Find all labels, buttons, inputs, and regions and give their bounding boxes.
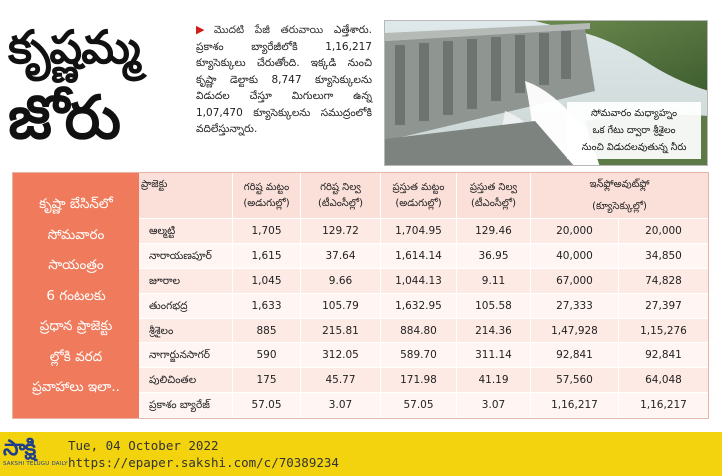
edition-date: Tue, 04 October 2022 (68, 438, 219, 453)
cell-max-level: 885 (233, 319, 301, 343)
cell-cur-level: 1,614.14 (381, 244, 457, 268)
cell-max-storage: 45.77 (301, 368, 381, 392)
edition-url[interactable]: https://epaper.sakshi.com/c/70389234 (68, 455, 339, 470)
cell-max-storage: 3.07 (301, 393, 381, 417)
header-project: ప్రాజెక్టు (139, 173, 233, 218)
edition-meta (68, 437, 339, 471)
continuation-marker-icon: ▶ (196, 23, 212, 36)
headline (8, 18, 188, 160)
sakshi-logo (3, 435, 68, 473)
cell-cur-storage: 41.19 (457, 368, 531, 392)
table-row (139, 269, 708, 294)
table-row (139, 319, 708, 344)
sidebar-line: సోమవారం (47, 226, 105, 243)
header-unit: (టీఎంసీల్లో) (470, 197, 516, 209)
photo-caption (567, 102, 701, 159)
table-row (139, 294, 708, 319)
cell-outflow: 1,15,276 (640, 324, 687, 337)
header-label: గరిష్ట నిల్వ (320, 181, 361, 193)
table-row (139, 244, 708, 269)
story-body: ఎత్తేశారు. ప్రకాశం బ్యారేజీలోకి 1,16,217 క్యూసెక్కులు చేరుతోంది. ఇక్కడి నుంచి కృష్ణా డెల్టాకు 8,747 క్యూసెక్కులను విడుదల చేస్తూ మిగులుగా ఉన్న 1,07,470 క్యూసెక్కులను సముద్రంలోకి వదిలేస్తున్నారు. (196, 24, 372, 135)
cell-cur-storage: 3.07 (457, 393, 531, 417)
sidebar-line: ప్రవాహాలు ఇలా.. (32, 379, 120, 395)
cell-max-level: 1,633 (233, 294, 301, 318)
cell-outflow: 64,048 (645, 374, 682, 387)
cell-outflow: 92,841 (645, 349, 682, 362)
table-row (139, 343, 708, 368)
cell-project: పులిచింతల (139, 368, 233, 392)
header-inflow: ఇన్‌ఫ్లో (589, 178, 614, 190)
cell-max-level: 175 (233, 368, 301, 392)
logo-mark: సాక్షి (3, 435, 36, 461)
caption-line: నుంచి విడుదలవుతున్న నీరు (581, 142, 687, 153)
header-label: గరిష్ట మట్టం (243, 181, 290, 193)
header-max-level (233, 173, 301, 218)
cell-inflow: 27,333 (531, 294, 619, 318)
cell-inflow: 20,000 (531, 219, 619, 243)
cell-cur-level: 1,044.13 (381, 269, 457, 293)
cell-max-level: 1,705 (233, 219, 301, 243)
cell-cur-storage: 311.14 (457, 343, 531, 367)
cell-cur-storage: 36.95 (457, 244, 531, 268)
cell-cur-storage: 105.58 (457, 294, 531, 318)
cell-cur-level: 589.70 (381, 343, 457, 367)
cell-max-storage: 215.81 (301, 319, 381, 343)
sidebar-line: ల్లోకి వరద (49, 348, 103, 365)
continued-from-label: మొదటి పేజీ తరువాయి (213, 24, 324, 36)
cell-cur-level: 57.05 (381, 393, 457, 417)
cell-project: నారాయణపూర్ (139, 244, 233, 268)
cell-cur-storage: 214.36 (457, 319, 531, 343)
cell-max-storage: 9.66 (301, 269, 381, 293)
header-unit: (అడుగుల్లో) (395, 197, 442, 209)
cell-inflow: 40,000 (531, 244, 619, 268)
dam-photo (384, 20, 708, 166)
headline-line-2: జోరు (8, 83, 120, 153)
cell-inflow: 67,000 (531, 269, 619, 293)
table-header-row (139, 173, 708, 219)
cell-max-level: 1,045 (233, 269, 301, 293)
header-label: ప్రస్తుత మట్టం (392, 181, 445, 193)
caption-line: సోమవారం మధ్యాహ్నం (591, 108, 677, 119)
table-body (139, 219, 708, 418)
header-current-storage (457, 173, 531, 218)
cell-max-storage: 37.64 (301, 244, 381, 268)
headline-line-1: కృష్ణమ్మ (8, 20, 140, 74)
sidebar-line: ప్రధాన ప్రాజెక్టు (39, 318, 113, 334)
cell-max-storage: 129.72 (301, 219, 381, 243)
cell-outflow: 27,397 (645, 299, 682, 312)
sidebar-line: కృష్ణా బేసిన్‌లో (39, 196, 113, 212)
cell-outflow: 74,828 (645, 274, 682, 287)
header-unit: (టీఎంసీల్లో) (317, 197, 363, 209)
cell-max-storage: 312.05 (301, 343, 381, 367)
cell-project: ఆల్మట్టి (139, 219, 233, 243)
cell-project: ప్రకాశం బ్యారేజ్ (139, 393, 233, 417)
table-row (139, 393, 708, 418)
cell-outflow: 34,850 (645, 249, 682, 262)
cell-inflow: 1,47,928 (531, 319, 619, 343)
cell-cur-level: 884.80 (381, 319, 457, 343)
cell-inflow: 57,560 (531, 368, 619, 392)
header-current-level (381, 173, 457, 218)
table-row (139, 219, 708, 244)
caption-line: ఒక గేటు ద్వారా శ్రీశైలం (592, 125, 676, 136)
header-unit: (అడుగుల్లో) (243, 197, 290, 209)
cell-project: నాగార్జునసాగర్ (139, 343, 233, 367)
cell-project: జూరాల (139, 269, 233, 293)
header-flows (531, 173, 708, 218)
cell-project: శ్రీశైలం (139, 319, 233, 343)
reservoir-flow-panel (12, 172, 709, 419)
table-row (139, 368, 708, 393)
sidebar-line: 6 గంటలకు (46, 287, 106, 304)
cell-project: తుంగభద్ర (139, 294, 233, 318)
header-max-storage (301, 173, 381, 218)
story-text (196, 22, 372, 138)
logo-subtitle: SAKSHI TELUGU DAILY (3, 461, 68, 467)
cell-cur-level: 1,632.95 (381, 294, 457, 318)
reservoir-table (139, 173, 708, 418)
header-label: ప్రస్తుత నిల్వ (469, 181, 518, 193)
cell-cur-level: 171.98 (381, 368, 457, 392)
sidebar-line: సాయంత్రం (48, 257, 104, 273)
cell-max-storage: 105.79 (301, 294, 381, 318)
header-flow-unit: (క్యూసెక్కుల్లో) (592, 201, 647, 213)
cell-max-level: 1,615 (233, 244, 301, 268)
cell-outflow: 20,000 (645, 224, 682, 237)
cell-inflow: 92,841 (531, 343, 619, 367)
cell-max-level: 57.05 (233, 393, 301, 417)
footer-bar (0, 432, 722, 476)
header-outflow: అవుట్‌ఫ్లో (613, 178, 650, 190)
cell-cur-storage: 9.11 (457, 269, 531, 293)
cell-cur-level: 1,704.95 (381, 219, 457, 243)
cell-inflow: 1,16,217 (531, 393, 619, 417)
cell-max-level: 590 (233, 343, 301, 367)
cell-outflow: 1,16,217 (640, 399, 687, 412)
cell-cur-storage: 129.46 (457, 219, 531, 243)
flow-summary-sidebar (13, 173, 139, 418)
